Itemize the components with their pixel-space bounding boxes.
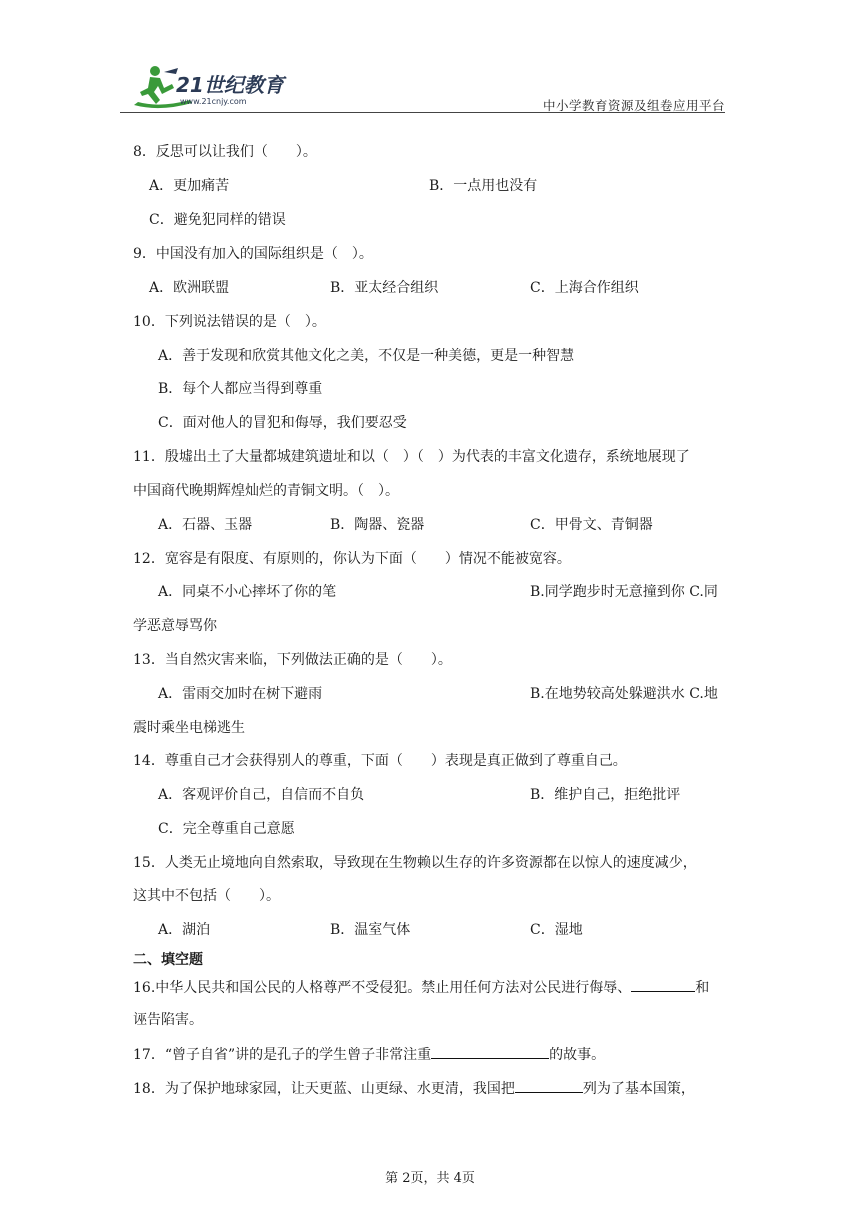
21cnjy-logo [120, 62, 300, 112]
question-17-text-b: 的故事。 [549, 1047, 606, 1063]
question-16-line2: 诬告陷害。 [133, 1012, 203, 1028]
page-number-footer: 第 2页，共 4页 [385, 1171, 475, 1186]
answer-blank-16[interactable] [631, 977, 695, 992]
question-18-text-b: 列为了基本国策， [582, 1081, 695, 1097]
question-9-option-b: B．亚太经合组织 [330, 280, 439, 296]
question-12-stem: 12．宽容是有限度、有原则的，你认为下面（ ）情况不能被宽容。 [133, 551, 571, 567]
question-12-option-b: B.同学跑步时无意撞到你 C.同 [530, 584, 718, 600]
question-11-option-a: A．石器、玉器 [158, 517, 253, 533]
answer-blank-17[interactable] [431, 1044, 549, 1059]
question-10-option-b: B．每个人都应当得到尊重 [158, 381, 323, 397]
question-15-option-b: B．温室气体 [330, 922, 411, 938]
header-divider [120, 112, 725, 113]
question-16-text-a: 16.中华人民共和国公民的人格尊严不受侵犯。禁止用任何方法对公民进行侮辱、 [133, 980, 632, 996]
question-11-option-c: C．甲骨文、青铜器 [530, 517, 653, 533]
question-17-text-a: 17．“曾子自省”讲的是孔子的学生曾子非常注重 [133, 1047, 432, 1063]
question-16-text-b: 和 [695, 980, 710, 996]
question-10-stem: 10．下列说法错误的是（ ）。 [133, 314, 326, 330]
question-11-stem-line2: 中国商代晚期辉煌灿烂的青铜文明。（ ）。 [133, 483, 399, 499]
question-15-option-a: A．湖泊 [158, 922, 211, 938]
question-11-option-b: B．陶器、瓷器 [330, 517, 425, 533]
question-16-line1 [133, 977, 709, 997]
question-12-option-a: A．同桌不小心摔坏了你的笔 [158, 584, 337, 600]
question-10-option-a: A．善于发现和欣赏其他文化之美，不仅是一种美德，更是一种智慧 [158, 348, 575, 364]
question-14-stem: 14．尊重自己才会获得别人的尊重，下面（ ）表现是真正做到了尊重自己。 [133, 753, 627, 769]
question-13-option-b: B.在地势较高处躲避洪水 C.地 [530, 686, 718, 702]
question-11-stem-line1: 11．殷墟出土了大量都城建筑遗址和以（ ）（ ）为代表的丰富文化遗存，系统地展现了 [133, 449, 690, 465]
question-15-option-c: C．湿地 [530, 922, 583, 938]
question-18-text-a: 18．为了保护地球家园，让天更蓝、山更绿、水更清，我国把 [133, 1081, 515, 1097]
section-title-fill-in: 二、填空题 [133, 952, 203, 968]
svg-text:www.21cnjy.com: www.21cnjy.com [180, 97, 247, 106]
question-13-stem: 13．当自然灾害来临，下列做法正确的是（ ）。 [133, 652, 452, 668]
question-8-stem: 8．反思可以让我们（ ）。 [133, 144, 317, 160]
question-15-stem-line2: 这其中不包括（ ）。 [133, 888, 280, 904]
question-9-option-a: A．欧洲联盟 [149, 280, 230, 296]
platform-name: 中小学教育资源及组卷应用平台 [542, 98, 725, 113]
question-9-option-c: C．上海合作组织 [530, 280, 639, 296]
page-header [120, 62, 725, 114]
question-13-option-c: 震时乘坐电梯逃生 [133, 720, 245, 736]
answer-blank-18[interactable] [515, 1078, 583, 1093]
question-8-option-a: A．更加痛苦 [149, 178, 230, 194]
question-10-option-c: C．面对他人的冒犯和侮辱，我们要忍受 [158, 415, 407, 431]
question-8-option-b: B．一点用也没有 [429, 178, 538, 194]
question-13-option-a: A．雷雨交加时在树下避雨 [158, 686, 323, 702]
question-8-option-c: C．避免犯同样的错误 [149, 212, 286, 228]
question-14-option-c: C．完全尊重自己意愿 [158, 821, 295, 837]
svg-text:21世纪教育: 21世纪教育 [176, 73, 284, 97]
question-17 [133, 1044, 605, 1064]
question-14-option-a: A．客观评价自己，自信而不自负 [158, 787, 365, 803]
question-15-stem-line1: 15．人类无止境地向自然索取，导致现在生物赖以生存的许多资源都在以惊人的速度减少， [133, 855, 697, 871]
question-14-option-b: B．维护自己，拒绝批评 [530, 787, 681, 803]
question-12-option-c: 学恶意辱骂你 [133, 618, 217, 634]
question-9-stem: 9．中国没有加入的国际组织是（ ）。 [133, 246, 373, 262]
question-18 [133, 1078, 695, 1098]
